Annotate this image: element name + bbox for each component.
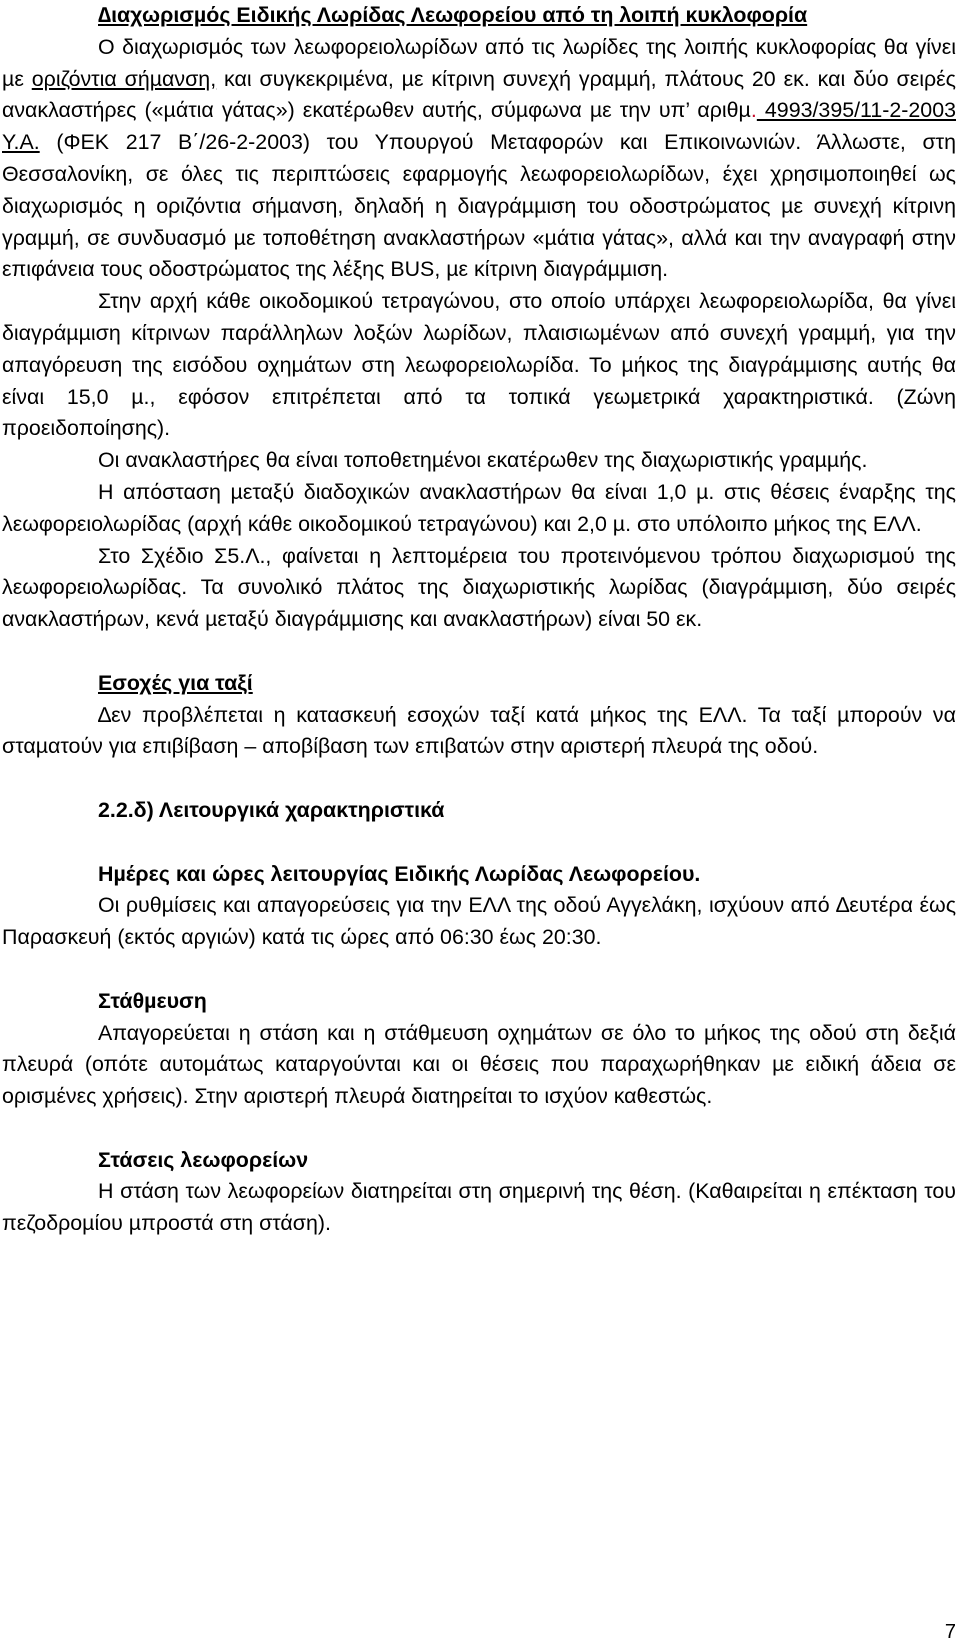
- paragraph: ∆εν προβλέπεται η κατασκευή εσοχών ταξί κατά µήκος της ΕΛΛ. Τα ταξί µπορούν να σταµατούν για επιβίβαση – αποβίβαση των επιβατών στην αριστερή πλευρά της οδού.: [2, 702, 956, 759]
- section-title-operational: 2.2.δ) Λειτουργικά χαρακτηριστικά: [98, 797, 445, 822]
- section-title-separation: [2, 0, 956, 32]
- paragraph: Στην αρχή κάθε οικοδοµικού τετραγώνου, στο οποίο υπάρχει λεωφορειολωρίδα, θα γίνει διαγράµµιση κίτρινων παράλληλων λοξών λωρίδων, πλαισιωµένων από συνεχή γραµµή, για την απαγόρευση της εισόδου οχηµάτων στη λεωφορειολωρίδα. Το µήκος της διαγράµµισης αυτής θα είναι 15,0 µ., εφόσον επιτρέπεται από τα τοπικά γεωµετρικά χαρακτηριστικά. (Ζώνη προειδοποίησης).: [2, 289, 956, 441]
- section-title-taxi: [2, 668, 956, 700]
- spacer: [2, 1113, 956, 1145]
- spacer: [2, 827, 956, 859]
- section-title-hours: Ηµέρες και ώρες λειτουργίας Ειδικής Λωρίδας Λεωφορείου.: [98, 861, 701, 886]
- paragraph: Οι ανακλαστήρες θα είναι τοποθετηµένοι εκατέρωθεν της διαχωριστικής γραµµής.: [98, 448, 868, 473]
- paragraph: Η απόσταση µεταξύ διαδοχικών ανακλαστήρων θα είναι 1,0 µ. στις θέσεις έναρξης της λεωφορειολωρίδας (αρχή κάθε οικοδοµικού τετραγώνου) και 2,0 µ. στο υπόλοιπο µήκος της ΕΛΛ.: [2, 479, 956, 536]
- section-title-text: Εσοχές για ταξί: [98, 670, 253, 695]
- document-body: [2, 0, 956, 1240]
- section-title-parking: Στάθµευση: [98, 988, 207, 1013]
- paragraph-text: Ο διαχωρισµός των λεωφορειολωρίδων από τις λωρίδες της λοιπής κυκλοφορίας θα γίνει µε: [2, 34, 956, 91]
- underlined-phrase: οριζόντια σήµανση,: [31, 66, 217, 91]
- paragraph-text: (ΦΕΚ 217 Β΄/26-2-2003) του Υπουργού Μεταφορών και Επικοινωνιών. Άλλωστε, στη Θεσσαλονίκη, σε όλες τις περιπτώσεις εφαρµογής λεωφορειολωρίδων, έχει χρησιµοποιηθεί ως διαχωρισµός η οριζόντια σήµανση, δηλαδή η διαγράµµιση του οδοστρώµατος µε συνεχή κίτρινη γραµµή, σε συνδυασµό µε τοποθέτηση ανακλαστήρων «µάτια γάτας», αλλά και την αναγραφή στην επιφάνεια τους οδοστρώµατος της λέξης BUS, µε κίτρινη διαγράµµιση.: [2, 130, 956, 282]
- page-number: 7: [944, 1621, 956, 1643]
- paragraph: Στο Σχέδιο Σ5.Λ., φαίνεται η λεπτοµέρεια του προτεινόµενου τρόπου διαχωρισµού της λεωφορειολωρίδας. Τα συνολικό πλάτος της διαχωριστικής λωρίδας (διαγράµµιση, δύο σειρές ανακλαστήρων, κενά µεταξύ διαγράµµισης και ανακλαστήρων) είναι 50 εκ.: [2, 543, 956, 632]
- spacer: [2, 636, 956, 668]
- paragraph: Απαγορεύεται η στάση και η στάθµευση οχηµάτων σε όλο το µήκος της οδού στη δεξιά πλευρά (οπότε αυτοµάτως καταργούνται και οι θέσεις που παραχωρήθηκαν µε ειδική άδεια σε ορισµένες χρήσεις). Στην αριστερή πλευρά διατηρείται το ισχύον καθεστώς.: [2, 1020, 956, 1109]
- paragraph-text: και συγκεκριµένα, µε κίτρινη συνεχή γραµµή, πλάτους 20 εκ. και δύο σειρές ανακλαστήρες («µάτια γάτας») εκατέρωθεν αυτής, σύµφωνα µε την υπ’ αριθµ: [2, 66, 956, 123]
- red-dot: .: [750, 98, 757, 123]
- reference-link: 4993/395/11-2-2003 Υ.Α.: [2, 98, 956, 155]
- section-title-text: ∆ιαχωρισµός Ειδικής Λωρίδας Λεωφορείου από τη λοιπή κυκλοφορία: [98, 3, 808, 27]
- section-title-bus-stops: Στάσεις λεωφορείων: [98, 1147, 309, 1172]
- paragraph: Οι ρυθµίσεις και απαγορεύσεις για την ΕΛΛ της οδού Αγγελάκη, ισχύουν από ∆ευτέρα έως Παρασκευή (εκτός αργιών) κατά τις ώρες από 06:30 έως 20:30.: [2, 893, 956, 950]
- spacer: [2, 763, 956, 795]
- paragraph: Η στάση των λεωφορείων διατηρείται στη σηµερινή της θέση. (Καθαιρείται η επέκταση του πεζοδροµίου µπροστά στη στάση).: [2, 1179, 956, 1236]
- spacer: [2, 954, 956, 986]
- paragraph: [2, 32, 956, 286]
